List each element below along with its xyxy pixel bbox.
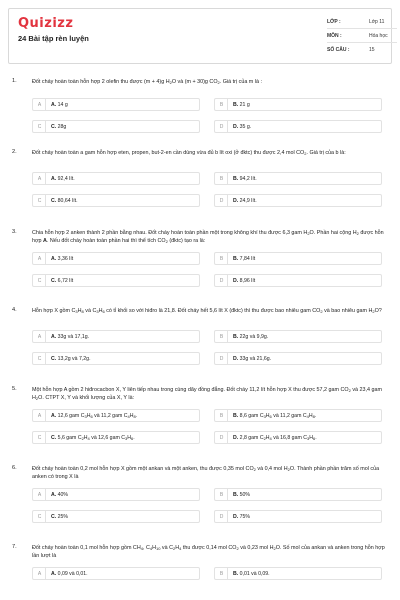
option-letter-box: A (34, 99, 46, 110)
option-letter-box: C (34, 121, 46, 132)
option-b[interactable] (214, 98, 382, 111)
option-text: C. 25% (51, 513, 69, 520)
option-text: A. 33g và 17,1g. (51, 333, 90, 340)
meta-value: Hóa học (369, 32, 388, 39)
question-text: Hỗn hợp X gồm $C_3H_8$ và $C_3H_6$ có tỉ khối so với hiđro là 21,8. Đốt cháy hết 5,6 lít X (đktc) thì thu được bao nhiêu gam $CO_2$ và bao nhiêu gam $H_2O$? (32, 308, 382, 314)
option-letter-box: D (216, 432, 228, 443)
meta-value: 15 (369, 47, 375, 53)
option-d[interactable] (214, 274, 382, 287)
option-letter-box: C (34, 195, 46, 206)
question-number: 3. (12, 229, 17, 235)
meta-row-grade (327, 15, 397, 29)
meta-value: Lớp 11 (369, 18, 385, 25)
option-letter-box: C (34, 511, 46, 522)
option-letter-box: D (216, 275, 228, 286)
option-text: B. 21 g (233, 101, 250, 108)
option-b[interactable] (214, 172, 382, 185)
option-b[interactable] (214, 567, 382, 580)
option-text: D. 35 g. (233, 123, 252, 130)
option-d[interactable] (214, 194, 382, 207)
option-d[interactable] (214, 431, 382, 444)
option-letter-box: A (34, 410, 46, 421)
question-text: Một hỗn hợp A gồm 2 hiđrocacbon X, Y liên tiếp nhau trong cùng dãy đồng đẳng. Đốt cháy 11,2 lít hỗn hợp X thu được 57,2 gam $CO_2$ và 23,4 gam $H_2O$. CTPT X, Y và khối lượng của X, Y là: (32, 387, 382, 401)
option-letter-box: A (34, 568, 46, 579)
question-number: 4. (12, 307, 17, 313)
meta-label: LỚP : (327, 18, 341, 25)
question-text: Đốt cháy hoàn toàn 0,1 mol hỗn hợp gồm $CH_4$, $C_4H_{10}$ và $C_2H_4$ thu được 0,14 mol $CO_2$ và 0,23 mol $H_2O$. Số mol của ankan và anken trong hỗn hợp lần lượt là (32, 545, 385, 559)
question-2 (12, 149, 390, 239)
option-text: A. 3,36 lít (51, 255, 74, 262)
option-c[interactable] (32, 120, 200, 133)
quizizz-logo: Quizizz (18, 16, 74, 31)
question-7 (12, 544, 390, 600)
option-d[interactable] (214, 352, 382, 365)
option-letter-box: B (216, 173, 228, 184)
meta-label: SỐ CÂU : (327, 47, 350, 53)
option-letter-box: A (34, 253, 46, 264)
option-text: D. 8,96 lít (233, 277, 256, 284)
meta-label: MÔN : (327, 32, 342, 39)
meta-row-question-count (327, 43, 397, 57)
option-c[interactable] (32, 194, 200, 207)
option-d[interactable] (214, 120, 382, 133)
meta-row-subject (327, 29, 397, 43)
option-text: A. 12,6 gam $C_3H_6$ và 11,2 gam $C_4H_8$. (51, 412, 138, 419)
question-text: Chia hỗn hợp 2 anken thành 2 phần bằng nhau. Đốt cháy hoàn toàn phần một trong không khí thu được 6,3 gam $H_2O$. Phần hai cộng $H_2$ được hỗn hợp A. Nếu đốt cháy hoàn toàn phần hai thì thể tích $CO_2$ (đktc) tạo ra là: (32, 230, 384, 244)
question-4 (12, 307, 390, 397)
option-letter-box: B (216, 410, 228, 421)
question-number: 2. (12, 149, 17, 155)
worksheet-meta (327, 15, 397, 57)
option-text: A. 40% (51, 491, 69, 498)
option-text: C. 13,2g và 7,2g. (51, 355, 91, 362)
option-text: B. 22g và 9,9g. (233, 333, 269, 340)
option-b[interactable] (214, 252, 382, 265)
option-b[interactable] (214, 488, 382, 501)
option-text: B. 94,2 lít. (233, 175, 257, 182)
question-3 (12, 229, 390, 319)
option-text: B. 7,84 lít (233, 255, 256, 262)
option-letter-box: C (34, 275, 46, 286)
option-letter-box: C (34, 432, 46, 443)
question-6 (12, 465, 390, 555)
option-text: C. 80,64 lít. (51, 197, 78, 204)
question-text: Đốt cháy hoàn toàn a gam hỗn hợp eten, propen, but-2-en cần dùng vừa đủ b lít oxi (ở đktc) thu được 2,4 mol $CO_2$. Giá trị của b là: (32, 150, 346, 156)
option-letter-box: B (216, 331, 228, 342)
option-text: C. 6,72 lít (51, 277, 74, 284)
option-c[interactable] (32, 510, 200, 523)
option-text: D. 24,9 lít. (233, 197, 257, 204)
option-a[interactable] (32, 98, 200, 111)
option-text: A. 0,09 và 0,01. (51, 570, 88, 577)
option-letter-box: A (34, 173, 46, 184)
option-a[interactable] (32, 330, 200, 343)
option-a[interactable] (32, 252, 200, 265)
option-letter-box: D (216, 195, 228, 206)
option-b[interactable] (214, 330, 382, 343)
worksheet-header (8, 8, 392, 64)
option-letter-box: A (34, 489, 46, 500)
question-number: 6. (12, 465, 17, 471)
option-d[interactable] (214, 510, 382, 523)
option-text: A. 14 g (51, 101, 68, 108)
option-letter-box: B (216, 568, 228, 579)
option-text: C. 5,6 gam $C_2H_4$ và 12,6 gam $C_3H_6$. (51, 434, 135, 441)
option-text: B. 8,6 gam $C_3H_6$ và 11,2 gam $C_4H_8$. (233, 412, 317, 419)
option-c[interactable] (32, 431, 200, 444)
option-text: A. 92,4 lít. (51, 175, 75, 182)
worksheet-title: 24 Bài tập rèn luyện (18, 34, 89, 43)
option-letter-box: C (34, 353, 46, 364)
option-a[interactable] (32, 488, 200, 501)
question-number: 5. (12, 386, 17, 392)
option-letter-box: A (34, 331, 46, 342)
option-text: B. 0,01 và 0,09. (233, 570, 270, 577)
option-letter-box: D (216, 511, 228, 522)
option-c[interactable] (32, 274, 200, 287)
option-text: B. 50% (233, 491, 251, 498)
option-a[interactable] (32, 172, 200, 185)
option-b[interactable] (214, 409, 382, 422)
option-text: D. 75% (233, 513, 251, 520)
option-letter-box: D (216, 121, 228, 132)
option-text: C. 28g (51, 123, 67, 130)
question-text: Đốt cháy hoàn toàn hỗn hợp 2 olefin thu được (m + 4)g $H_2O$ và (m + 30)g $CO_2$. Giá trị của m là : (32, 79, 262, 85)
option-letter-box: B (216, 99, 228, 110)
option-letter-box: B (216, 489, 228, 500)
option-a[interactable] (32, 567, 200, 580)
question-5 (12, 386, 390, 476)
option-a[interactable] (32, 409, 200, 422)
option-c[interactable] (32, 352, 200, 365)
option-text: D. 33g và 21,6g. (233, 355, 272, 362)
option-letter-box: D (216, 353, 228, 364)
question-text: Đốt cháy hoàn toàn 0,2 mol hỗn hợp X gồm một ankan và một anken, thu được 0,35 mol $CO_2$ và 0,4 mol $H_2O$. Thành phần phần trăm số mol của anken có trong X là (32, 466, 380, 480)
option-letter-box: B (216, 253, 228, 264)
option-text: D. 2,8 gam $C_2H_4$ và 16,8 gam $C_3H_6$. (233, 434, 317, 441)
question-number: 1. (12, 78, 17, 84)
question-number: 7. (12, 544, 17, 550)
